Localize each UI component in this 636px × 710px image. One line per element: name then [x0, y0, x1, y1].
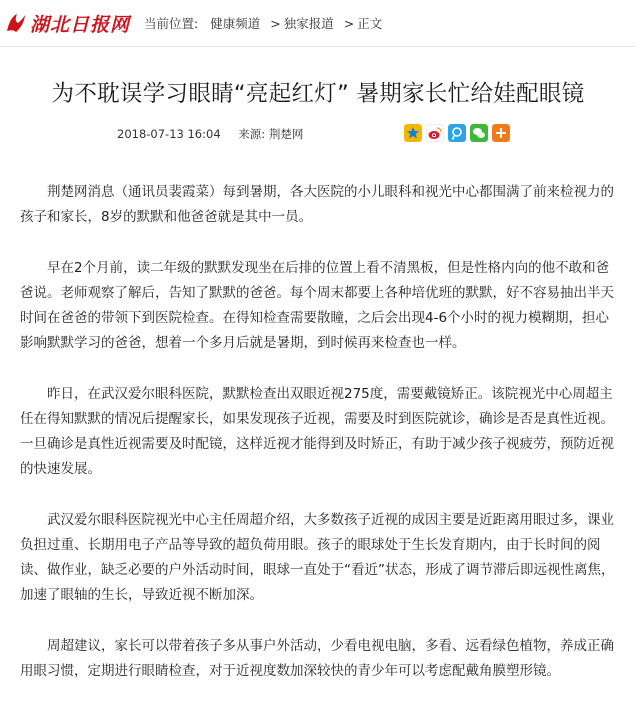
breadcrumb-separator: > [343, 15, 355, 31]
breadcrumb-lead: 当前位置: [144, 16, 199, 31]
breadcrumb-item-health[interactable]: 健康频道 [210, 16, 261, 31]
share-toolbar [404, 124, 510, 142]
article-title: 为不耽误学习眼睛“亮起红灯” 暑期家长忙给娃配眼镜 [51, 81, 585, 107]
article-source: 来源: 荆楚网 [238, 127, 304, 141]
breadcrumb-item-current: 正文 [357, 16, 383, 31]
logo-text: 湖北日报网 [30, 13, 131, 36]
more-share-icon[interactable] [492, 124, 510, 142]
article-paragraph: 早在2个月前，读二年级的默默发现坐在后排的位置上看不清黑板，但是性格内向的他不敢和爸爸说。老师观察了解后，告知了默默的爸爸。每个周末都要上各种培优班的默默，好不容易抽出半天时间在爸爸的带领下到医院检查。在得知检查需要散瞳，之后会出现4-6个小时的视力模糊期，担心影响默默学习的爸爸，想着一个多月后就是暑期，到时候再来检查也一样。 [20, 260, 614, 351]
weibo-icon[interactable] [426, 124, 444, 142]
breadcrumb [144, 14, 382, 32]
article-paragraph: 荆楚网消息（通讯员裴霞菜）每到暑期，各大医院的小儿眼科和视光中心都围满了前来检视力的孩子和家长，8岁的默默和他爸爸就是其中一员。 [20, 184, 614, 225]
top-bar [0, 0, 636, 47]
article-paragraph: 周超建议，家长可以带着孩子多从事户外活动，少看电视电脑，多看、远看绿色植物，养成正确用眼习惯，定期进行眼睛检查，对于近视度数加深较快的青少年可以考虑配戴角膜塑形镜。 [20, 638, 614, 679]
tencent-weibo-icon[interactable] [448, 124, 466, 142]
article-meta [117, 126, 303, 142]
article-paragraph: 武汉爱尔眼科医院视光中心主任周超介绍，大多数孩子近视的成因主要是近距离用眼过多，课业负担过重、长期用电子产品等导致的超负荷用眼。孩子的眼球处于生长发育期内，由于长时间的阅读、做作业，缺乏必要的户外活动时间，眼球一直处于“看近”状态，形成了调节滞后即远视性离焦，加速了眼轴的生长，导致近视不断加深。 [20, 512, 615, 603]
article-body [20, 180, 616, 710]
qzone-icon[interactable] [404, 124, 422, 142]
publish-date: 2018-07-13 16:04 [117, 127, 221, 141]
breadcrumb-item-exclusive[interactable]: 独家报道 [283, 16, 334, 31]
logo-mark-icon [4, 11, 28, 35]
wechat-icon[interactable] [470, 124, 488, 142]
site-logo[interactable] [4, 10, 130, 37]
article-paragraph: 昨日，在武汉爱尔眼科医院，默默检查出双眼近视275度，需要戴镜矫正。该院视光中心周超主任在得知默默的情况后提醒家长，如果发现孩子近视，需要及时到医院就诊，确诊是否是真性近视。一旦确诊是真性近视需要及时配镜，这样近视才能得到及时矫正，有助于减少孩子视疲劳，预防近视的快速发展。 [20, 386, 614, 477]
breadcrumb-separator: > [270, 15, 281, 31]
